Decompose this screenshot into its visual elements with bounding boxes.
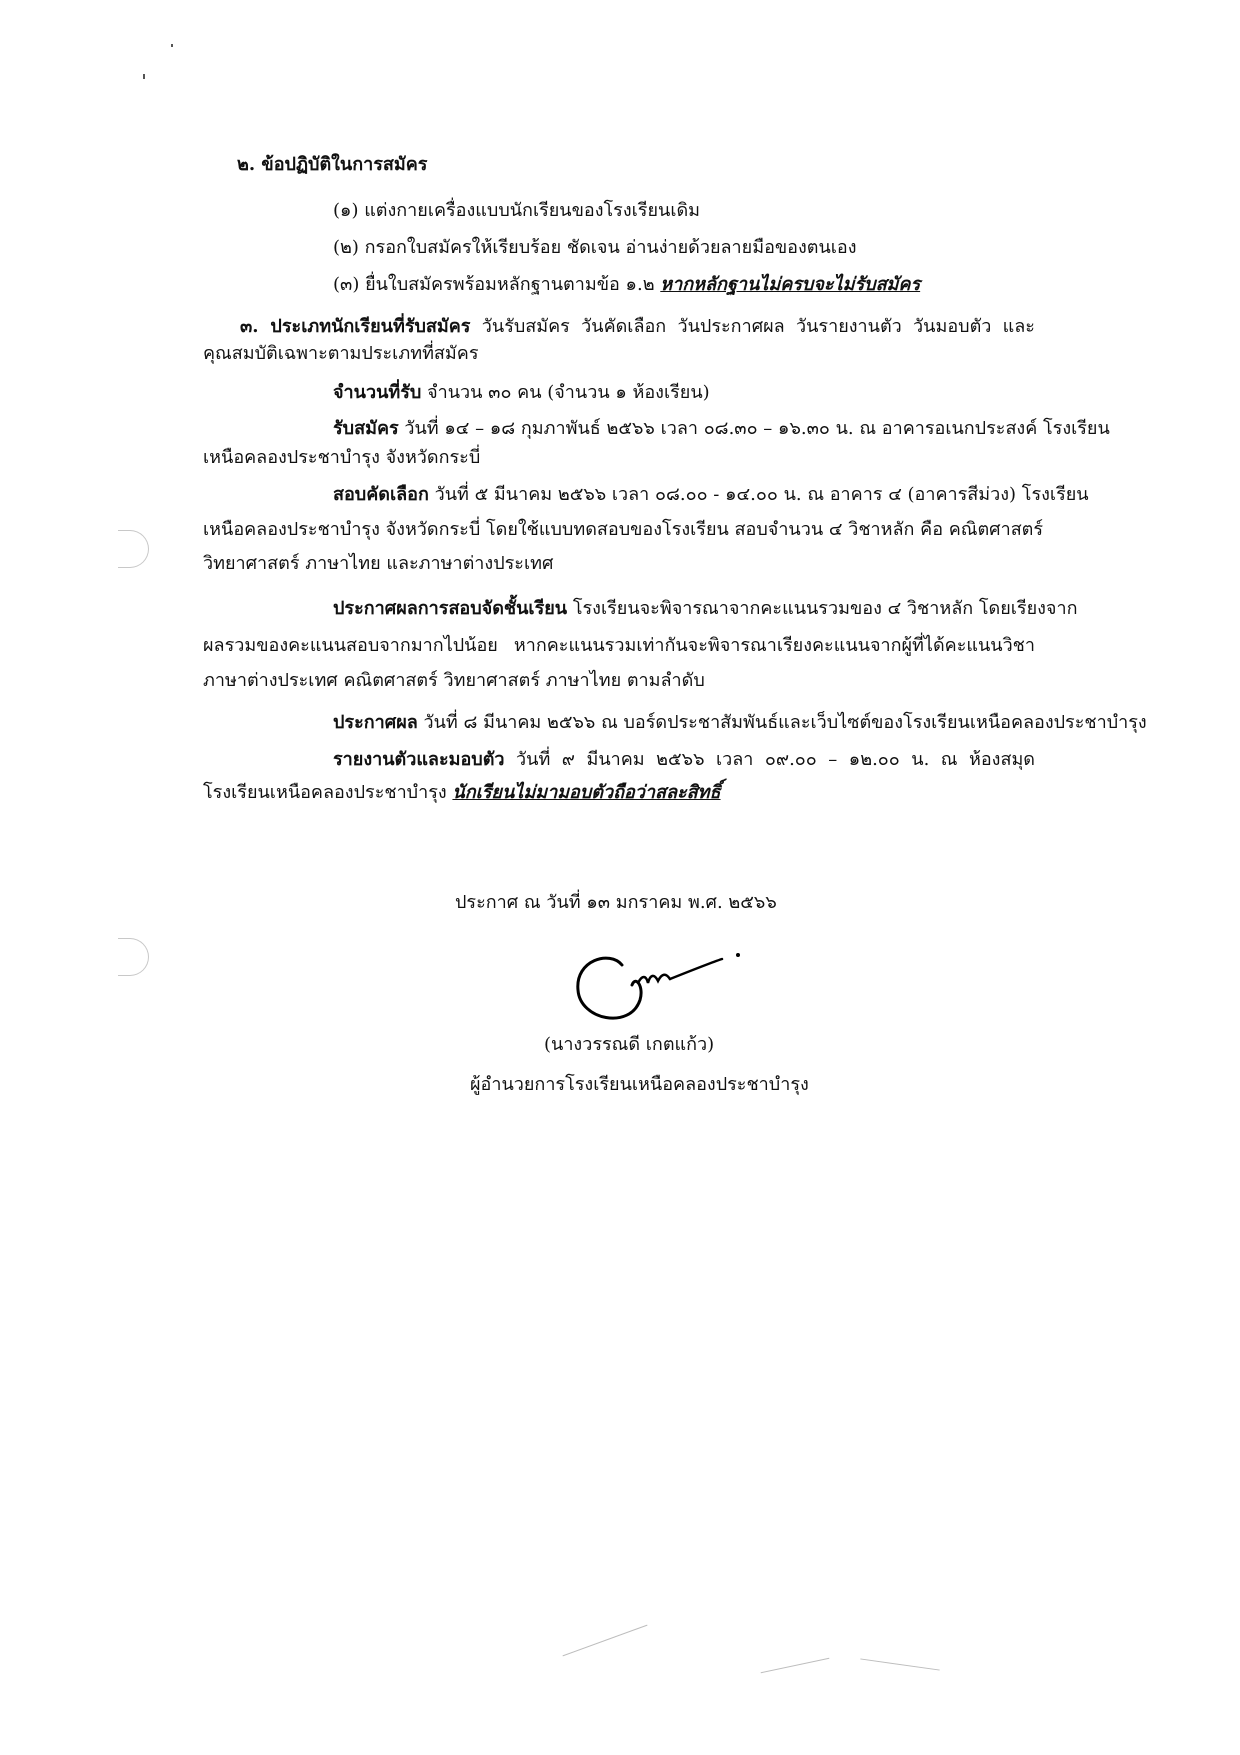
exam-paragraph <box>333 482 1089 508</box>
section3-heading-line2: คุณสมบัติเฉพาะตามประเภทที่สมัคร <box>203 343 479 364</box>
exam-line3: วิทยาศาสตร์ ภาษาไทย และภาษาต่างประเทศ <box>203 553 554 574</box>
section2-item-1: (๑) แต่งกายเครื่องแบบนักเรียนของโรงเรียนเดิม <box>333 200 701 221</box>
section3-heading <box>240 314 1035 340</box>
signer-title: ผู้อำนวยการโรงเรียนเหนือคลองประชาบำรุง <box>470 1074 809 1095</box>
signature-image <box>570 945 770 1035</box>
result-text: วันที่ ๘ มีนาคม ๒๕๖๖ ณ บอร์ดประชาสัมพันธ์และเว็บไซต์ของโรงเรียนเหนือคลองประชาบำรุง <box>417 712 1147 733</box>
class-paragraph <box>333 596 1078 622</box>
report-line2-text: โรงเรียนเหนือคลองประชาบำรุง <box>203 782 453 803</box>
exam-text: วันที่ ๕ มีนาคม ๒๕๖๖ เวลา ๐๘.๐๐ - ๑๔.๐๐ น. ณ อาคาร ๔ (อาคารสีม่วง) โรงเรียน <box>428 484 1089 505</box>
scan-streak <box>860 1658 939 1670</box>
class-line2: ผลรวมของคะแนนสอบจากมากไปน้อย หากคะแนนรวมเท่ากันจะพิจารณาเรียงคะแนนจากผู้ที่ได้คะแนนวิชา <box>203 635 1035 656</box>
section3-heading-rest: วันรับสมัคร วันคัดเลือก วันประกาศผล วันรายงานตัว วันมอบตัว และ <box>470 316 1035 337</box>
scan-speck <box>143 74 145 79</box>
section2-item-3-text: (๓) ยื่นใบสมัครพร้อมหลักฐานตามข้อ ๑.๒ <box>333 274 661 295</box>
report-text: วันที่ ๙ มีนาคม ๒๕๖๖ เวลา ๐๙.๐๐ – ๑๒.๐๐ น. ณ ห้องสมุด <box>504 749 1035 770</box>
punch-hole-mark <box>118 938 149 976</box>
apply-text: วันที่ ๑๔ – ๑๘ กุมภาพันธ์ ๒๕๖๖ เวลา ๐๘.๓๐ – ๑๖.๓๐ น. ณ อาคารอเนกประสงค์ โรงเรียน <box>398 418 1110 439</box>
apply-line2: เหนือคลองประชาบำรุง จังหวัดกระบี่ <box>203 447 481 468</box>
apply-label: รับสมัคร <box>333 418 399 439</box>
class-line3: ภาษาต่างประเทศ คณิตศาสตร์ วิทยาศาสตร์ ภาษาไทย ตามลำดับ <box>203 670 705 691</box>
section2-heading: ๒. ข้อปฏิบัติในการสมัคร <box>237 154 428 175</box>
report-paragraph <box>333 747 1035 773</box>
exam-line2: เหนือคลองประชาบำรุง จังหวัดกระบี่ โดยใช้แบบทดสอบของโรงเรียน สอบจำนวน ๔ วิชาหลัก คือ คณิตศาสตร์ <box>203 519 1044 540</box>
quota-paragraph <box>333 380 710 406</box>
quota-label: จำนวนที่รับ <box>333 382 422 403</box>
scan-streak <box>761 1658 830 1674</box>
section3-heading-bold: ๓. ประเภทนักเรียนที่รับสมัคร <box>240 316 471 337</box>
report-label: รายงานตัวและมอบตัว <box>333 749 505 770</box>
exam-label: สอบคัดเลือก <box>333 484 429 505</box>
punch-hole-mark <box>118 530 149 568</box>
result-label: ประกาศผล <box>333 712 418 733</box>
section2-item-3-warning: หากหลักฐานไม่ครบจะไม่รับสมัคร <box>660 274 921 295</box>
scan-speck <box>171 44 173 47</box>
section2-item-3 <box>333 272 920 298</box>
result-paragraph <box>333 710 1147 736</box>
report-line2 <box>203 780 721 806</box>
report-warning: นักเรียนไม่มามอบตัวถือว่าสละสิทธิ์ <box>452 782 721 803</box>
apply-paragraph <box>333 416 1110 442</box>
class-text: โรงเรียนจะพิจารณาจากคะแนนรวมของ ๔ วิชาหลัก โดยเรียงจาก <box>567 598 1078 619</box>
announcement-date: ประกาศ ณ วันที่ ๑๓ มกราคม พ.ศ. ๒๕๖๖ <box>455 892 777 913</box>
signer-name: (นางวรรณดี เกตแก้ว) <box>544 1034 715 1055</box>
quota-text: จำนวน ๓๐ คน (จำนวน ๑ ห้องเรียน) <box>421 382 710 403</box>
section2-item-2: (๒) กรอกใบสมัครให้เรียบร้อย ชัดเจน อ่านง่ายด้วยลายมือของตนเอง <box>333 237 857 258</box>
class-label: ประกาศผลการสอบจัดชั้นเรียน <box>333 598 568 619</box>
scan-streak <box>563 1625 648 1657</box>
